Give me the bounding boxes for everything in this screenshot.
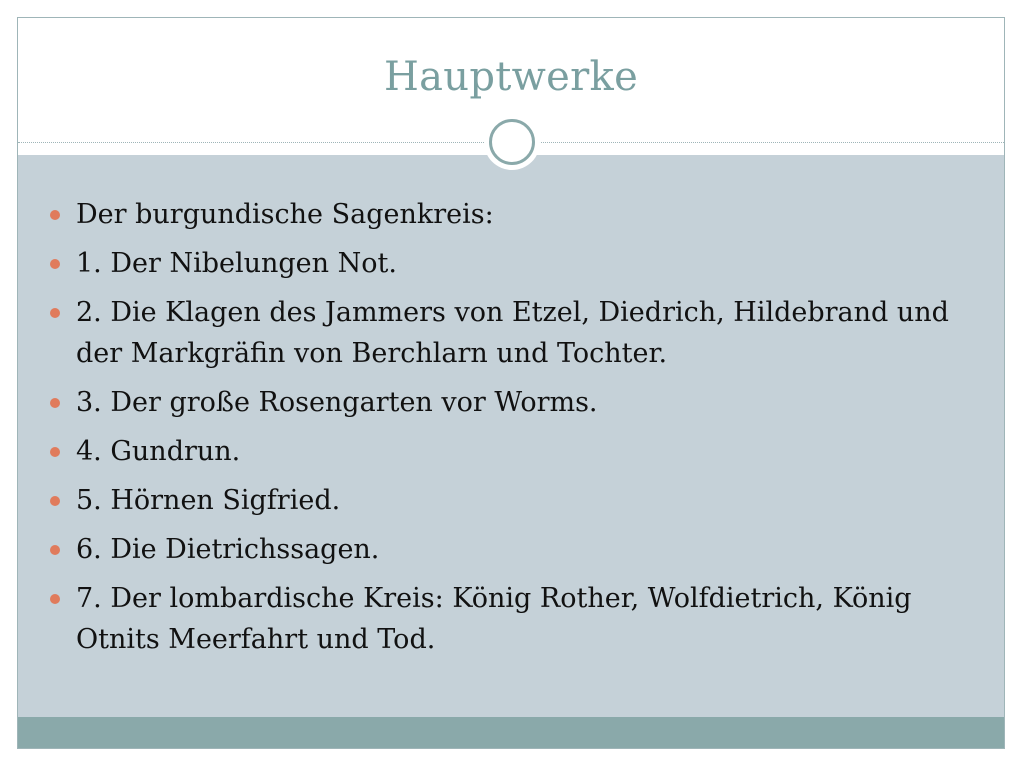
bullet-text: 5. Hörnen Sigfried. [76, 485, 341, 516]
slide-frame [17, 17, 1005, 749]
bullet-dot-icon [50, 545, 60, 555]
bullet-dot-icon [50, 210, 60, 220]
bullet-text: 2. Die Klagen des Jammers von Etzel, Diedrich, Hildebrand und der Markgräfin von Berchlarn und Tochter. [76, 297, 949, 369]
bullet-dot-icon [50, 308, 60, 318]
bullet-item [48, 194, 988, 235]
bullet-item [48, 529, 988, 570]
bullet-text: 7. Der lombardische Kreis: König Rother, Wolfdietrich, König Otnits Meerfahrt und Tod. [76, 583, 912, 655]
footer-bar [18, 717, 1004, 748]
bullet-text: Der burgundische Sagenkreis: [76, 199, 494, 230]
bullet-dot-icon [50, 447, 60, 457]
bullet-item [48, 292, 988, 374]
bullet-item [48, 480, 988, 521]
bullet-item [48, 578, 988, 660]
bullet-list [48, 194, 988, 668]
bullet-text: 6. Die Dietrichssagen. [76, 534, 380, 565]
bullet-dot-icon [50, 594, 60, 604]
circle-ring-ornament-icon [489, 119, 535, 165]
bullet-item [48, 382, 988, 423]
bullet-dot-icon [50, 496, 60, 506]
bullet-text: 1. Der Nibelungen Not. [76, 248, 397, 279]
bullet-dot-icon [50, 398, 60, 408]
bullet-item [48, 431, 988, 472]
bullet-dot-icon [50, 259, 60, 269]
bullet-text: 3. Der große Rosengarten vor Worms. [76, 387, 598, 418]
bullet-text: 4. Gundrun. [76, 436, 241, 467]
bullet-item [48, 243, 988, 284]
slide-title: Hauptwerke [383, 54, 639, 100]
